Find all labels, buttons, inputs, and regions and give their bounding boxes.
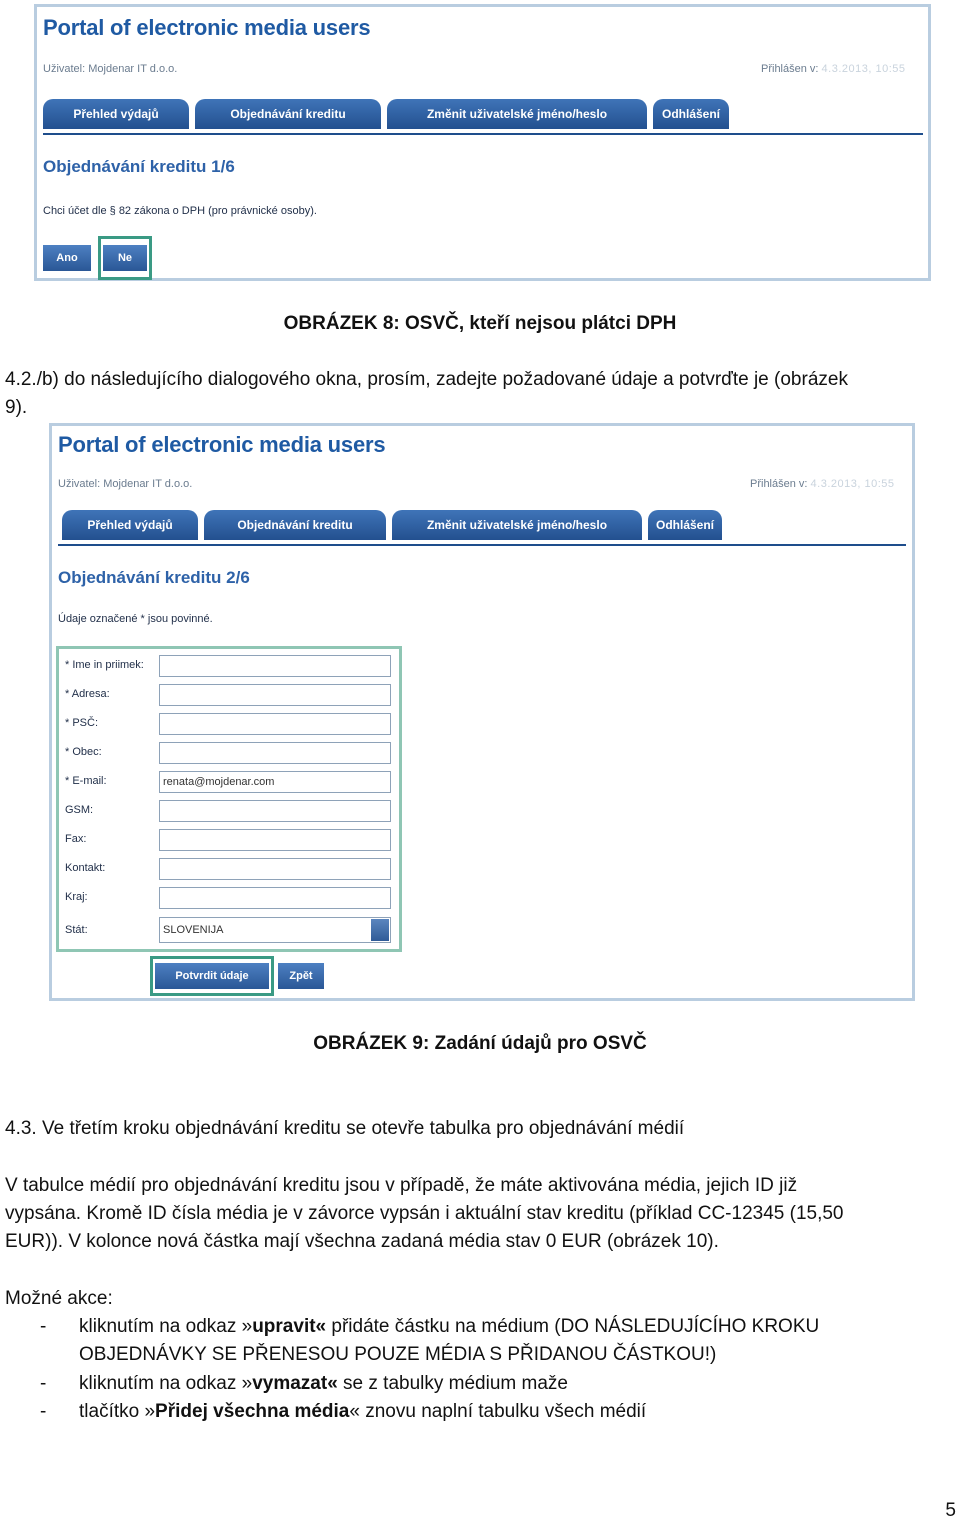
contact-input[interactable] — [159, 858, 391, 880]
portal-title: Portal of electronic media users — [43, 15, 371, 40]
action-delete-link: vymazat« — [252, 1373, 338, 1394]
region-input[interactable] — [159, 887, 391, 909]
label-gsm: GSM: — [65, 804, 94, 816]
label-zip: * PSČ: — [65, 717, 99, 729]
action-item-delete — [79, 1370, 568, 1398]
info-line-2: vypsána. Kromě ID čísla média je v závorce vypsán i aktuální stav kreditu (příklad CC-12345 (15,50 — [5, 1203, 844, 1224]
signed-in-time: 4.3.2013, 10:55 — [810, 478, 895, 490]
tab-expenses[interactable]: Přehled výdajů — [43, 99, 189, 129]
action-delete-post: se z tabulky médium maže — [337, 1373, 568, 1394]
action-item-edit — [79, 1313, 819, 1341]
tab-expenses[interactable]: Přehled výdajů — [62, 510, 198, 540]
page-number: 5 — [945, 1500, 956, 1521]
dropdown-arrow-icon[interactable] — [371, 919, 389, 941]
nav-underline — [43, 133, 923, 135]
signed-in-label: Přihlášen v: — [750, 478, 808, 490]
nav-bar — [58, 510, 906, 546]
tab-order-credit[interactable]: Objednávání kreditu — [204, 510, 386, 540]
action-item-edit-line2: OBJEDNÁVKY SE PŘENESOU POUZE MÉDIA S PŘIDANOU ČÁSTKOU!) — [79, 1344, 717, 1365]
name-input[interactable] — [159, 655, 391, 677]
zip-input[interactable] — [159, 713, 391, 735]
figure8-caption: OBRÁZEK 8: OSVČ, kteří nejsou plátci DPH — [283, 313, 677, 334]
user-line: Uživatel: Mojdenar IT d.o.o. — [58, 478, 193, 490]
action-add-pre: tlačítko » — [79, 1401, 156, 1422]
bullet-dash: - — [40, 1401, 47, 1422]
action-edit-pre: kliknutím na odkaz » — [79, 1316, 253, 1337]
label-email: * E-mail: — [65, 775, 107, 787]
confirm-button[interactable]: Potvrdit údaje — [155, 963, 269, 989]
action-add-post: « znovu naplní tabulku všech médií — [349, 1401, 647, 1422]
section-4-2-line2: 9). — [5, 397, 28, 418]
figure9-caption: OBRÁZEK 9: Zadání údajů pro OSVČ — [313, 1033, 647, 1054]
action-add-button-name: Přidej všechna média — [155, 1401, 350, 1422]
gsm-input[interactable] — [159, 800, 391, 822]
fax-input[interactable] — [159, 829, 391, 851]
actions-heading: Možné akce: — [5, 1288, 113, 1309]
bullet-dash: - — [40, 1316, 47, 1337]
city-input[interactable] — [159, 742, 391, 764]
section-4-2-line1: 4.2./b) do následujícího dialogového okna, prosím, zadejte požadované údaje a potvrďte je (obrázek — [5, 369, 848, 390]
label-city: * Obec: — [65, 746, 102, 758]
portal-title: Portal of electronic media users — [58, 432, 386, 457]
signed-in-info — [761, 63, 906, 75]
figure9-screenshot — [49, 423, 915, 1001]
required-note: Údaje označené * jsou povinné. — [58, 613, 213, 625]
tab-change-credentials[interactable]: Změnit uživatelské jméno/heslo — [387, 99, 647, 129]
label-address: * Adresa: — [65, 688, 110, 700]
figure8-screenshot — [34, 4, 931, 281]
tab-logout[interactable]: Odhlášení — [653, 99, 729, 129]
nav-bar — [43, 99, 923, 135]
email-input[interactable]: renata@mojdenar.com — [159, 771, 391, 793]
vat-question: Chci účet dle § 82 zákona o DPH (pro právnické osoby). — [43, 205, 317, 217]
signed-in-info — [750, 478, 895, 490]
label-name: * Ime in priimek: — [65, 659, 144, 671]
action-edit-link: upravit« — [252, 1316, 327, 1337]
label-country: Stát: — [65, 924, 88, 936]
info-line-3: EUR)). V kolonce nová částka mají všechna zadaná média stav 0 EUR (obrázek 10). — [5, 1231, 719, 1252]
tab-logout[interactable]: Odhlášení — [648, 510, 722, 540]
no-button[interactable]: Ne — [103, 245, 147, 271]
signed-in-time: 4.3.2013, 10:55 — [821, 63, 906, 75]
step-title: Objednávání kreditu 2/6 — [58, 568, 250, 587]
tab-order-credit[interactable]: Objednávání kreditu — [195, 99, 381, 129]
section-4-3-heading: 4.3. Ve třetím kroku objednávání kreditu se otevře tabulka pro objednávání médií — [5, 1118, 685, 1139]
user-line: Uživatel: Mojdenar IT d.o.o. — [43, 63, 178, 75]
nav-underline — [58, 544, 906, 546]
action-item-add-all — [79, 1398, 646, 1426]
label-fax: Fax: — [65, 833, 87, 845]
action-edit-post: přidáte částku na médium (DO NÁSLEDUJÍCÍHO KROKU — [326, 1316, 820, 1337]
step-title: Objednávání kreditu 1/6 — [43, 157, 235, 176]
info-line-1: V tabulce médií pro objednávání kreditu jsou v případě, že máte aktivována média, jejich ID již — [5, 1175, 798, 1196]
label-region: Kraj: — [65, 891, 88, 903]
yes-button[interactable]: Ano — [43, 245, 91, 271]
contact-form — [56, 646, 402, 952]
country-value: SLOVENIJA — [163, 924, 224, 936]
label-contact: Kontakt: — [65, 862, 106, 874]
action-delete-pre: kliknutím na odkaz » — [79, 1373, 253, 1394]
bullet-dash: - — [40, 1373, 47, 1394]
address-input[interactable] — [159, 684, 391, 706]
tab-change-credentials[interactable]: Změnit uživatelské jméno/heslo — [392, 510, 642, 540]
signed-in-label: Přihlášen v: — [761, 63, 819, 75]
country-select[interactable] — [159, 917, 391, 943]
back-button[interactable]: Zpět — [278, 963, 324, 989]
